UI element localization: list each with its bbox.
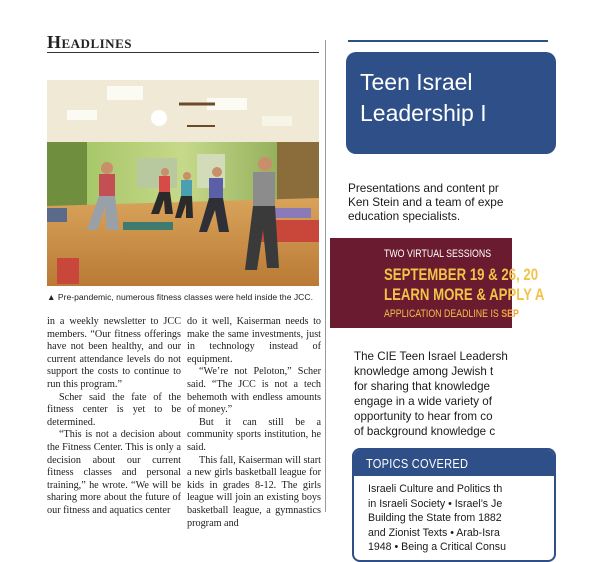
description-line: knowledge among Jewish t — [354, 365, 494, 378]
photo-caption: ▲ Pre-pandemic, numerous fitness classes were held inside the JCC. — [47, 292, 313, 302]
ad-title-line-1: Teen Israel — [360, 69, 473, 95]
sessions-label: TWO VIRTUAL SESSIONS — [384, 248, 492, 260]
ad-title-line-2: Leadership I — [360, 100, 487, 126]
ad-intro-line: education specialists. — [348, 209, 461, 223]
article-paragraph: This fall, Kaiserman will start a new girls basketball league for kids in grades 8-12. The girls league will join an existing boys basketball league, a gymnastics program and — [187, 454, 321, 529]
ad-intro-line: Ken Stein and a team of expe — [348, 195, 504, 209]
description-line: for sharing that knowledge — [354, 380, 490, 393]
description-line: The CIE Teen Israel Leadersh — [354, 350, 508, 363]
article-paragraph: “This is not a decision about the Fitness Center. This is only a decision about our current fitness classes and personal training,” he wrote. “We will be sharing more about the future of our fitness and aquatics center — [47, 429, 181, 516]
description-line: of background knowledge c — [354, 425, 496, 438]
apply-cta[interactable]: LEARN MORE & APPLY A — [384, 286, 545, 304]
ad-title-box — [346, 52, 556, 154]
topics-heading: TOPICS COVERED — [366, 456, 469, 471]
section-heading: Headlines — [47, 32, 132, 52]
ad-intro — [348, 181, 588, 223]
article-paragraph: Scher said the fate of the fitness center is yet to be determined. — [47, 391, 181, 428]
topics-list — [368, 482, 506, 555]
topic-line: Israeli Culture and Politics th — [368, 483, 503, 495]
description-line: opportunity to hear from co — [354, 410, 493, 423]
topics-box — [352, 448, 556, 562]
fitness-class-photo — [47, 80, 319, 286]
article-column-2 — [187, 316, 321, 530]
topic-line: Building the State from 1882 — [368, 512, 502, 524]
article-paragraph: do it well, Kaiserman needs to make the same investments, just in technology instead of equipment. — [187, 316, 321, 365]
description-line: engage in a wide variety of — [354, 395, 492, 408]
heading-rule — [47, 52, 319, 53]
article-column-1 — [47, 316, 181, 518]
topic-line: in Israeli Society • Israel’s Je — [368, 497, 503, 510]
article-paragraph: “We’re not Peloton,” Scher said. “The JCC is not a tech behemoth with endless amounts of money.” — [187, 366, 321, 416]
teen-israel-leadership-ad — [330, 40, 545, 553]
article-paragraph: But it can still be a community sports institution, he said. — [187, 416, 321, 453]
application-deadline — [384, 308, 519, 320]
column-divider — [325, 40, 326, 512]
ad-top-rule — [348, 40, 548, 42]
topic-line: and Zionist Texts • Arab-Isra — [368, 526, 500, 539]
deadline-value: SEP — [501, 308, 519, 320]
topics-header — [354, 450, 554, 476]
deadline-prefix: APPLICATION DEADLINE IS — [384, 308, 502, 320]
ad-intro-line: Presentations and content pr — [348, 181, 499, 195]
sessions-banner — [330, 238, 545, 328]
article-paragraph: in a weekly newsletter to JCC members. “Our fitness offerings have not been healthy, and our current attendance levels do not support the costs to continue to run this program.” — [47, 316, 181, 390]
session-dates: SEPTEMBER 19 & 26, 20 — [384, 266, 539, 284]
topic-line: 1948 • Being a Critical Consu — [368, 541, 506, 553]
program-description — [354, 349, 594, 439]
